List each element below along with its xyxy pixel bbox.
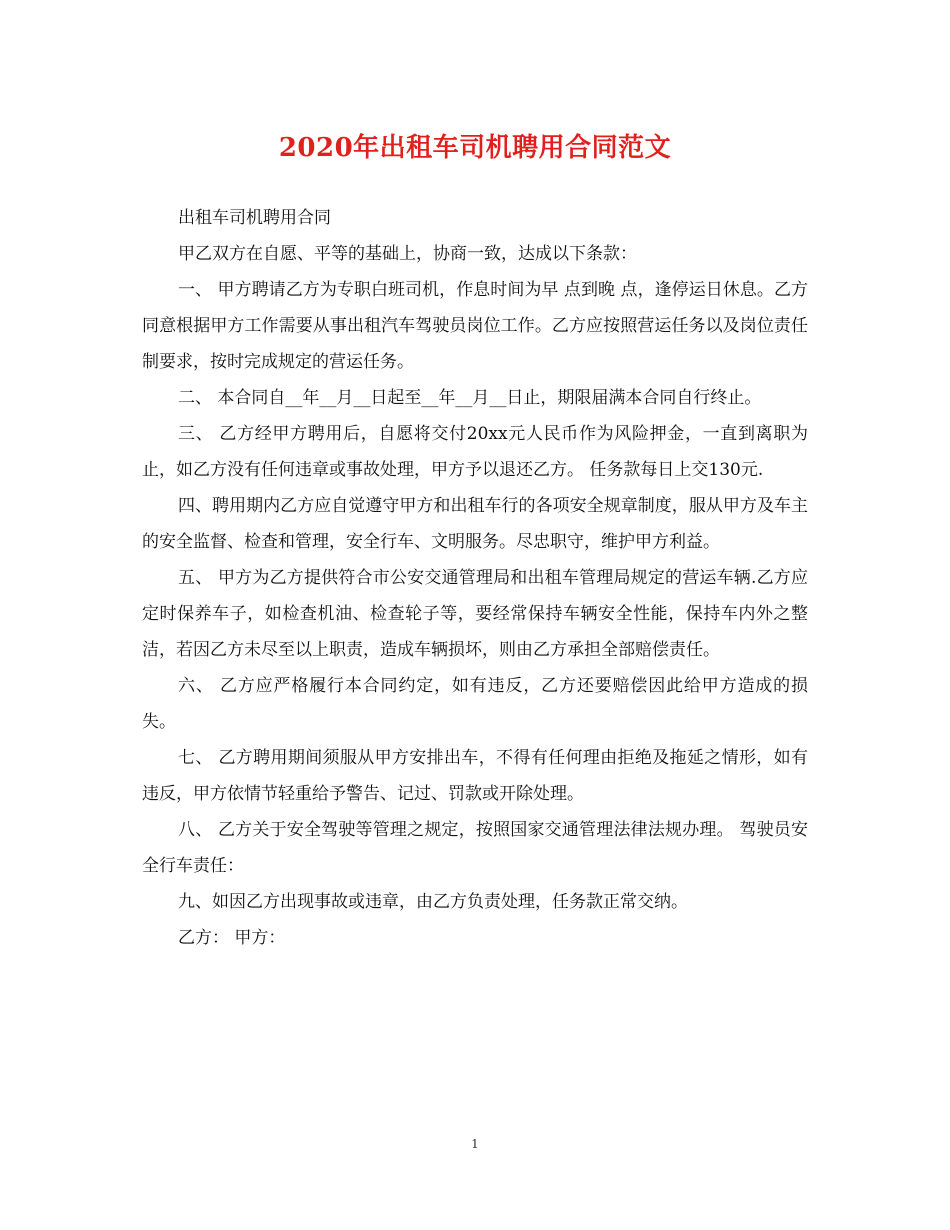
paragraph-clause-3: 三、 乙方经甲方聘用后，自愿将交付20xx元人民币作为风险押金，一直到离职为止，如乙方没有任何违章或事故处理，甲方予以退还乙方。 任务款每日上交130元. — [142, 424, 808, 480]
paragraph-clause-5: 五、 甲方为乙方提供符合市公安交通管理局和出租车管理局规定的营运车辆.乙方应定时保养车子，如检查机油、检查轮子等，要经常保持车辆安全性能，保持车内外之整洁，若因乙方未尽至以上职责，造成车辆损坏，则由乙方承担全部赔偿责任。 — [142, 568, 808, 660]
paragraph-clause-6: 六、 乙方应严格履行本合同约定，如有违反，乙方还要赔偿因此给甲方造成的损失。 — [142, 676, 808, 732]
paragraph-clause-2: 二、 本合同自__年__月__日起至__年__月__日止，期限届满本合同自行终止。 — [178, 388, 762, 408]
paragraph-clause-9: 九、如因乙方出现事故或违章，由乙方负责处理，任务款正常交纳。 — [178, 892, 688, 912]
paragraph-clause-7: 七、 乙方聘用期间须服从甲方安排出车，不得有任何理由拒绝及拖延之情形，如有违反，甲方依情节轻重给予警告、记过、罚款或开除处理。 — [142, 748, 808, 804]
paragraph-clause-1: 一、 甲方聘请乙方为专职白班司机，作息时间为早 点到晚 点，逢停运日休息。乙方同意根据甲方工作需要从事出租汽车驾驶员岗位工作。乙方应按照营运任务以及岗位责任制要求，按时完成规定的营运任务。 — [142, 280, 808, 372]
page-number: 1 — [471, 1137, 479, 1151]
document-body — [142, 200, 808, 956]
document-title: 2020年出租车司机聘用合同范文 — [278, 133, 672, 163]
paragraph-heading: 出租车司机聘用合同 — [178, 208, 331, 228]
paragraph-clause-8: 八、 乙方关于安全驾驶等管理之规定，按照国家交通管理法律法规办理。 驾驶员安全行车责任： — [142, 820, 808, 876]
paragraph-signatures: 乙方： 甲方： — [178, 928, 286, 948]
paragraph-clause-4: 四、聘用期内乙方应自觉遵守甲方和出租车行的各项安全规章制度，服从甲方及车主的安全监督、检查和管理，安全行车、文明服务。尽忠职守，维护甲方利益。 — [142, 496, 808, 552]
paragraph-intro: 甲乙双方在自愿、平等的基础上，协商一致，达成以下条款： — [178, 244, 637, 264]
